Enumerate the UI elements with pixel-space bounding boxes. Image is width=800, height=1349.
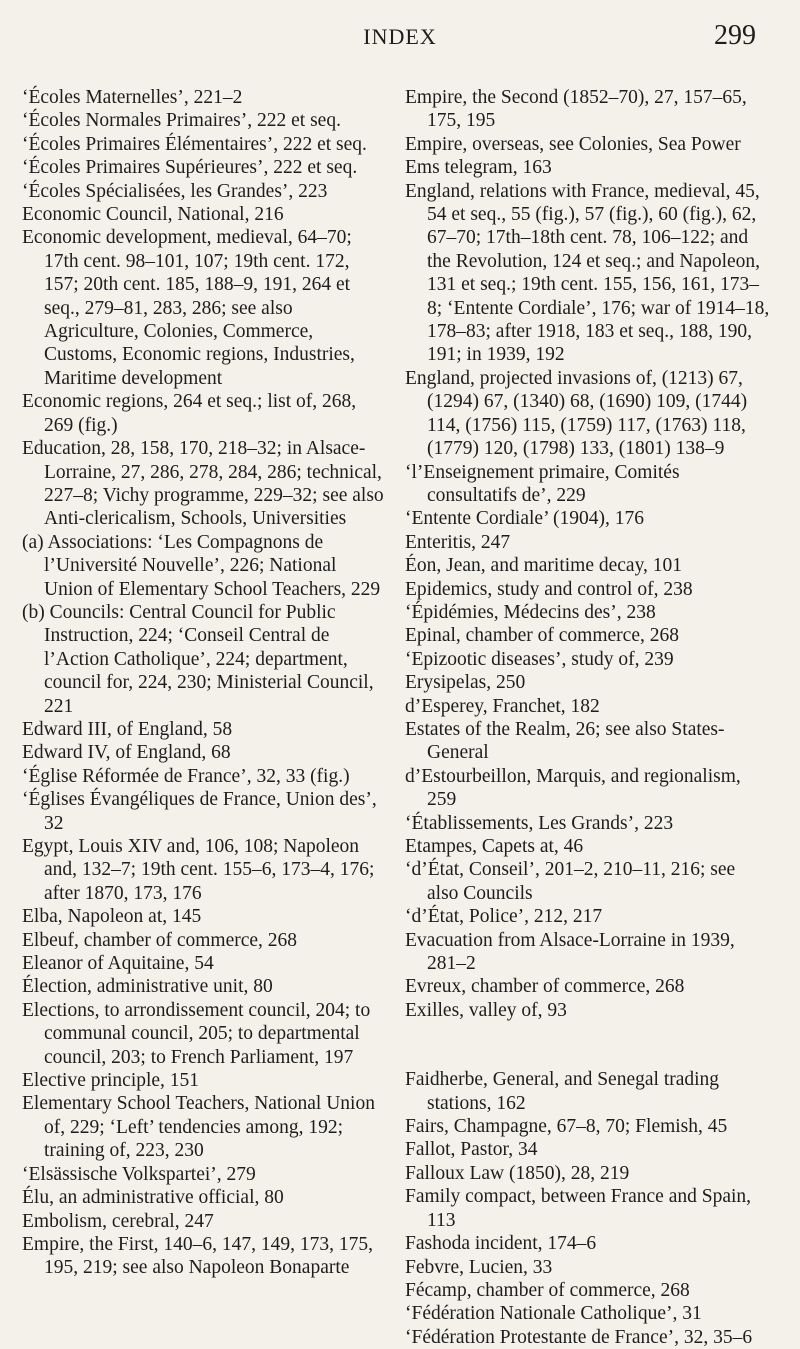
index-entry: ‘Epizootic diseases’, study of, 239: [405, 648, 674, 670]
index-entry: ‘Églises Évangéliques de France, Union des’, 32: [22, 789, 377, 834]
index-entry: d’Esperey, Franchet, 182: [405, 695, 600, 717]
index-entry: Elementary School Teachers, National Union of, 229; ‘Left’ tendencies among, 192; training of, 223, 230: [22, 1093, 375, 1162]
index-entry: ‘Écoles Spécialisées, les Grandes’, 223: [22, 180, 328, 202]
index-entry: ‘Écoles Primaires Supérieures’, 222 et seq.: [22, 157, 358, 179]
index-section-f: [405, 1068, 770, 1349]
index-entry: Etampes, Capets at, 46: [405, 836, 584, 857]
index-entry: Epinal, chamber of commerce, 268: [405, 625, 679, 647]
index-entry: Enteritis, 247: [405, 531, 511, 553]
section-gap: [405, 1022, 770, 1068]
index-entry: Evreux, chamber of commerce, 268: [405, 976, 685, 998]
index-entry: Elba, Napoleon at, 145: [22, 906, 202, 928]
index-entry: Elections, to arrondissement council, 204; to communal council, 205; to departmental council, 203; to French Parliament, 197: [22, 999, 371, 1068]
index-entry: Fallot, Pastor, 34: [405, 1139, 538, 1161]
right-column: [405, 86, 770, 1349]
index-entry: Falloux Law (1850), 28, 219: [405, 1162, 630, 1184]
index-entry: (a) Associations: ‘Les Compagnons de l’Université Nouvelle’, 226; National Union of Elementary School Teachers, 229: [22, 531, 381, 600]
index-entry: (b) Councils: Central Council for Public Instruction, 224; ‘Conseil Central de l’Action Catholique’, 224; department, council for, 224, 230; Ministerial Council, 221: [22, 601, 374, 717]
index-entry: Economic Council, National, 216: [22, 204, 284, 226]
index-entry: Economic regions, 264 et seq.; list of, 268, 269 (fig.): [22, 391, 357, 436]
index-entry: Élu, an administrative official, 80: [22, 1187, 284, 1209]
index-entry: ‘Écoles Maternelles’, 221–2: [22, 87, 243, 108]
index-entry: Edward III, of England, 58: [22, 718, 233, 740]
left-column: [22, 86, 387, 1280]
index-entry: Empire, the First, 140–6, 147, 149, 173, 175, 195, 219; see also Napoleon Bonaparte: [22, 1233, 373, 1279]
index-entry: Fashoda incident, 174–6: [405, 1233, 597, 1255]
page-header: [0, 18, 800, 58]
index-entry: d’Estourbeillon, Marquis, and regionalism, 259: [405, 765, 741, 811]
index-entry: ‘Fédération Protestante de France’, 32, 35–6: [405, 1326, 753, 1348]
index-entry: ‘Épidémies, Médecins des’, 238: [405, 601, 656, 623]
index-entry: England, projected invasions of, (1213) 67, (1294) 67, (1340) 68, (1690) 109, (1744) 114, (1756) 115, (1759) 117, (1763) 118, (1779) 120, (1798) 133, (1801) 138–9: [405, 367, 748, 460]
index-entry: Edward IV, of England, 68: [22, 742, 231, 764]
index-entry: ‘Écoles Normales Primaires’, 222 et seq.: [22, 110, 341, 132]
index-entry: Empire, the Second (1852–70), 27, 157–65, 175, 195: [405, 87, 747, 132]
index-entry: Epidemics, study and control of, 238: [405, 578, 693, 600]
index-entry: ‘d’État, Conseil’, 201–2, 210–11, 216; see also Councils: [405, 859, 736, 904]
index-entry: Estates of the Realm, 26; see also States-General: [405, 718, 725, 764]
index-entry: ‘Entente Cordiale’ (1904), 176: [405, 508, 644, 530]
running-title: INDEX: [363, 24, 437, 49]
index-section-e: [405, 86, 770, 1022]
index-entry: Family compact, between France and Spain, 113: [405, 1186, 752, 1231]
index-entry: England, relations with France, medieval, 45, 54 et seq., 55 (fig.), 57 (fig.), 60 (fig.), 62, 67–70; 17th–18th cent. 78, 106–122; and the Revolution, 124 et seq.; and Napoleon, 131 et seq.; 19th cent. 155, 156, 161, 173–8; ‘Entente Cordiale’, 176; war of 1914–18, 178–83; after 1918, 183 et seq., 188, 190, 191; in 1939, 192: [405, 180, 770, 366]
index-entry: Eleanor of Aquitaine, 54: [22, 953, 214, 975]
index-entry: ‘Écoles Primaires Élémentaires’, 222 et seq.: [22, 133, 367, 155]
index-entry: Empire, overseas, see Colonies, Sea Power: [405, 133, 741, 155]
index-entry: Élection, administrative unit, 80: [22, 976, 273, 998]
index-entry: Egypt, Louis XIV and, 106, 108; Napoleon and, 132–7; 19th cent. 155–6, 173–4, 176; after 1870, 173, 176: [22, 836, 375, 904]
index-entry: Embolism, cerebral, 247: [22, 1210, 214, 1232]
index-entry: Elective principle, 151: [22, 1070, 200, 1092]
page-number: 299: [714, 20, 756, 51]
index-entry: Evacuation from Alsace-Lorraine in 1939, 281–2: [405, 929, 735, 975]
index-entry: Erysipelas, 250: [405, 672, 526, 694]
index-entry: Exilles, valley of, 93: [405, 999, 567, 1021]
index-entry: Fécamp, chamber of commerce, 268: [405, 1279, 690, 1301]
index-entry: ‘Établissements, Les Grands’, 223: [405, 812, 674, 834]
index-entry: Fairs, Champagne, 67–8, 70; Flemish, 45: [405, 1116, 728, 1138]
index-entry: Éon, Jean, and maritime decay, 101: [405, 555, 683, 577]
index-entry: Ems telegram, 163: [405, 157, 552, 179]
index-entry: ‘l’Enseignement primaire, Comités consultatifs de’, 229: [405, 461, 680, 506]
index-entry: Elbeuf, chamber of commerce, 268: [22, 929, 298, 951]
index-entry: Economic development, medieval, 64–70; 17th cent. 98–101, 107; 19th cent. 172, 157; 20th cent. 185, 188–9, 191, 264 et seq., 279–81, 283, 286; see also Agriculture, Colonies, Commerce, Customs, Economic regions, Industries, Maritime development: [22, 227, 355, 389]
index-entry: Febvre, Lucien, 33: [405, 1256, 553, 1278]
index-entry: ‘Église Réformée de France’, 32, 33 (fig.): [22, 765, 350, 787]
index-entry: ‘Fédération Nationale Catholique’, 31: [405, 1303, 702, 1325]
index-entry: ‘d’État, Police’, 212, 217: [405, 906, 603, 928]
index-entry: Education, 28, 158, 170, 218–32; in Alsace-Lorraine, 27, 286, 278, 284, 286; technical, 227–8; Vichy programme, 229–32; see also Anti-clericalism, Schools, Universities: [22, 438, 384, 530]
index-entry: ‘Elsässische Volkspartei’, 279: [22, 1163, 256, 1185]
index-entry: Faidherbe, General, and Senegal trading stations, 162: [405, 1069, 720, 1114]
